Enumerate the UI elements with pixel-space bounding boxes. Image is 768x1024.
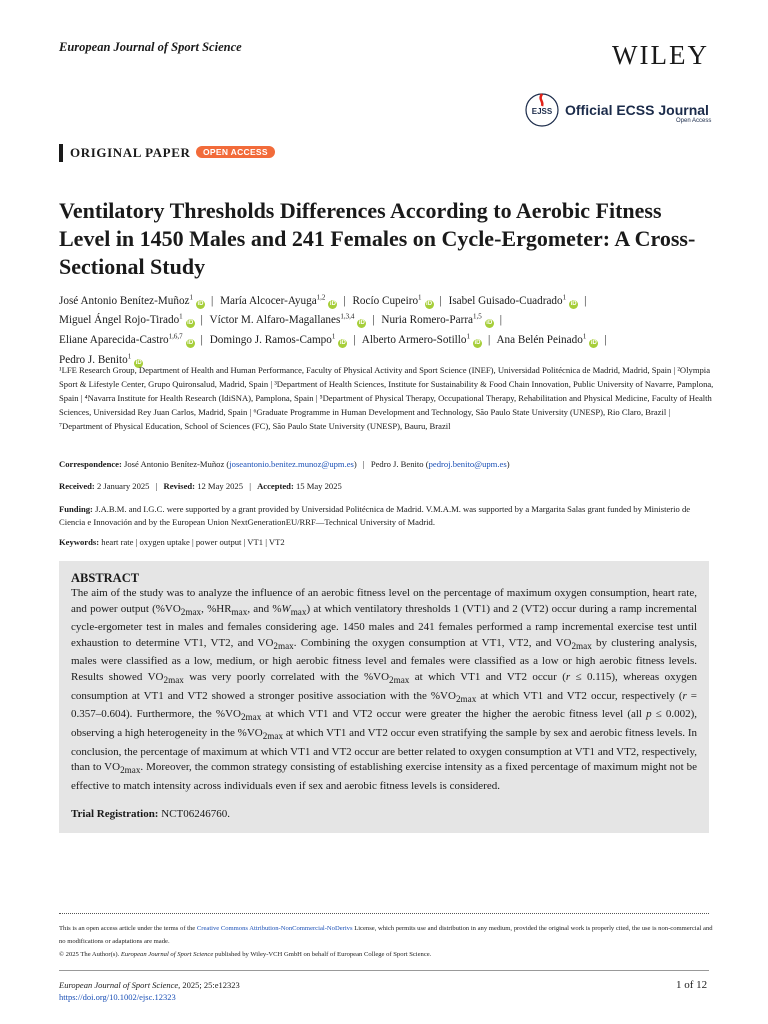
orcid-icon[interactable]: iD bbox=[135, 359, 142, 366]
orcid-icon[interactable]: iD bbox=[358, 320, 365, 327]
author[interactable]: José Antonio Benítez-Muñoz$^1$ bbox=[59, 293, 194, 307]
funding: Funding: J.A.B.M. and I.G.C. were supported by a grant provided by Universidad Politécnica de Madrid. V.M.A.M. was supported by a Margarita Salas grant funded by Ministerio de Ciencia e Innovación and by the European Union NextGenerationEU/RRF—Technical University of Madrid. bbox=[59, 504, 691, 527]
paper-title: Ventilatory Thresholds Differences According to Aerobic Fitness Level in 1450 Males and 241 Females on Cycle-Ergometer: A Cross-Sectional Study bbox=[59, 198, 696, 279]
open-access-badge: OPEN ACCESS bbox=[196, 146, 275, 158]
author[interactable]: Alberto Armero-Sotillo$^1$ bbox=[361, 332, 470, 347]
author[interactable]: Rocío Cupeiro$^1$ bbox=[352, 293, 422, 307]
orcid-icon[interactable]: iD bbox=[187, 340, 194, 347]
paper-type-bar bbox=[59, 144, 63, 162]
email-link[interactable]: joseantonio.benitez.munoz@upm.es bbox=[229, 459, 354, 469]
license-notice: This is an open access article under the terms of the Creative Commons Attribution-NonCommercial-NoDerivs License, which permits use and distribution in any medium, provided the original work is properly cited, the use is non-commercial and no modifications or adaptations are made. © 2025 The Author(s). European Journal of Sport Science published by Wiley-VCH GmbH on behalf of European College of Sport Science. bbox=[59, 925, 713, 958]
author[interactable]: Isabel Guisado-Cuadrado$^1$ bbox=[448, 293, 567, 307]
author[interactable]: Domingo J. Ramos-Campo$^1$ bbox=[209, 332, 336, 347]
author[interactable]: Víctor M. Alfaro-Magallanes$^{1,3,4}$ bbox=[209, 312, 355, 327]
author-list: José Antonio Benítez-Muñoz$^1$iD | María Alcocer-Ayuga$^{1,2}$iD | Rocío Cupeiro$^1$iD | Isabel Guisado-Cuadrado$^1$iD | Miguel Ángel Rojo-Tirado$^1$iD | Víctor M. Alfaro-Magallanes$^{1,3,4}$iD | Nuria Romero-Parra$^{1,5}$iD | Eliane Aparecida-Castro$^{1,6,7}$iD | Domingo J. Ramos-Campo$^1$iD | Alberto Armero-Sotillo$^1$iD | Ana Belén Peinado$^1$iD | Pedro J. Benito$^1$iD bbox=[59, 293, 607, 366]
orcid-icon[interactable]: iD bbox=[426, 300, 433, 307]
footer-divider bbox=[59, 970, 709, 971]
email-link[interactable]: pedroj.benito@upm.es bbox=[428, 459, 507, 469]
ecss-badge-subtitle: Open Access bbox=[676, 118, 712, 124]
orcid-icon[interactable]: iD bbox=[329, 300, 336, 307]
author[interactable]: María Alcocer-Ayuga$^{1,2}$ bbox=[220, 293, 326, 307]
orcid-icon[interactable]: iD bbox=[197, 300, 204, 307]
orcid-icon[interactable]: iD bbox=[187, 320, 194, 327]
orcid-icon[interactable]: iD bbox=[590, 340, 597, 347]
page-number: 1 of 12 bbox=[676, 979, 708, 991]
ejss-logo-icon bbox=[522, 90, 566, 130]
orcid-icon[interactable]: iD bbox=[486, 320, 493, 327]
orcid-icon[interactable]: iD bbox=[339, 340, 346, 347]
abstract-text: The aim of the study was to analyze the influence of an aerobic fitness level on the percentage of maximum oxygen consumption, heart rate, and power output ($\%VO_{2max}$, $\%HR_{max}$, and $\%W_{max}$) at which ventilatory thresholds 1 (VT1) and 2 (VT2) occur during a ramp incremental cycle-ergometer test in males and females considering age. 1450 males and 241 females performed a ramp incremental exercise test until exhaustion to determine VT1, VT2, and $VO_{2max}$. Combining the oxygen consumption at VT1, VT2, and $VO_{2max}$ by clustering analysis, males were classified as a low, medium, or high aerobic fitness level and females were classified as a low or high aerobic fitness levels. Results showed $VO_{2max}$ was very poorly correlated with the $\%VO_{2max}$ at which VT1 and VT2 occur (r ≤ 0.115), whereas oxygen consumption at VT1 and VT2 showed a stronger positive association with the $\%VO_{2max}$ at which VT1 and VT2 occur, respectively (r = 0.357–0.604). Furthermore, the $\%VO_{2max}$ at which VT1 and VT2 occur were greater the higher the aerobic fitness level (all p ≤ 0.002), observing a high heterogeneity in the $\%VO_{2max}$ at which VT1 and VT2 occur even stratifying the sample by sex and aerobic fitness levels. In conclusion, the percentage of maximum at which VT1 and VT2 occur are better related to oxygen consumption at VT1 and VT2, respectively, than to $VO_{2max}$. Moreover, the common strategy consisting of establishing exercise intensity as a fixed percentage of maximum might not be effective to match intensity across individuals even if sex and aerobic fitness levels is considered. bbox=[71, 587, 698, 792]
author[interactable]: Nuria Romero-Parra$^{1,5}$ bbox=[381, 312, 482, 327]
trial-registration: Trial Registration: NCT06246760. bbox=[71, 808, 230, 820]
article-dates: Received: 2 January 2025 | Revised: 12 May 2025 | Accepted: 15 May 2025 bbox=[59, 481, 342, 491]
author[interactable]: Eliane Aparecida-Castro$^{1,6,7}$ bbox=[59, 332, 183, 347]
publisher-logo[interactable]: WILEY bbox=[612, 40, 709, 70]
paper-type: ORIGINAL PAPER bbox=[70, 145, 191, 160]
correspondence: Correspondence: José Antonio Benítez-Muñoz (joseantonio.benitez.munoz@upm.es) | Pedro J. Benito (pedroj.benito@upm.es) bbox=[59, 459, 510, 469]
orcid-icon[interactable]: iD bbox=[474, 340, 481, 347]
orcid-icon[interactable]: iD bbox=[570, 300, 577, 307]
license-link[interactable]: Creative Commons Attribution-NonCommercial-NoDerivs bbox=[196, 925, 353, 932]
divider bbox=[59, 913, 709, 914]
ecss-badge-title: Official ECSS Journal bbox=[565, 102, 709, 118]
doi-link[interactable]: https://doi.org/10.1002/ejsc.12323 bbox=[59, 992, 176, 1002]
affiliations: ¹LFE Research Group, Department of Health and Human Performance, Faculty of Physical Activity and Sport Science (INEF), Universidad Politécnica de Madrid, Madrid, Spain | ²Olympia Sport & Lifestyle Center, Grupo Quironsalud, Madrid, Spain | ³Department of Health Sciences, Institute for Sustainability & Food Chain Innovation, Public University of Navarre, Pamplona, Spain | ⁴Navarra Institute for Health Research (IdiSNA), Pamplona, Spain | ⁵Department of Physical Therapy, Occupational Therapy, Rehabilitation and Physical Medicine, Faculty of Health Sciences, Universidad Rey Juan Carlos, Madrid, Spain | ⁶Graduate Programme in Human Development and Technology, São Paulo State University (UNESP), Rio Claro, Brazil | ⁷Department of Physical Education, School of Sciences (FC), São Paulo State University (UNESP), Bauru, Brazil bbox=[59, 365, 714, 431]
author[interactable]: Pedro J. Benito$^1$ bbox=[59, 352, 132, 366]
author[interactable]: Miguel Ángel Rojo-Tirado$^1$ bbox=[59, 312, 183, 327]
abstract-heading: ABSTRACT bbox=[71, 571, 140, 585]
keywords: Keywords: heart rate | oxygen uptake | power output | VT1 | VT2 bbox=[59, 537, 285, 547]
footer-citation: European Journal of Sport Science, 2025; 25:e12323 bbox=[59, 980, 240, 990]
author[interactable]: Ana Belén Peinado$^1$ bbox=[496, 332, 587, 347]
journal-name: European Journal of Sport Science bbox=[59, 40, 242, 54]
ejss-logo-text: EJSS bbox=[531, 107, 553, 116]
footer-doi bbox=[59, 992, 176, 1002]
